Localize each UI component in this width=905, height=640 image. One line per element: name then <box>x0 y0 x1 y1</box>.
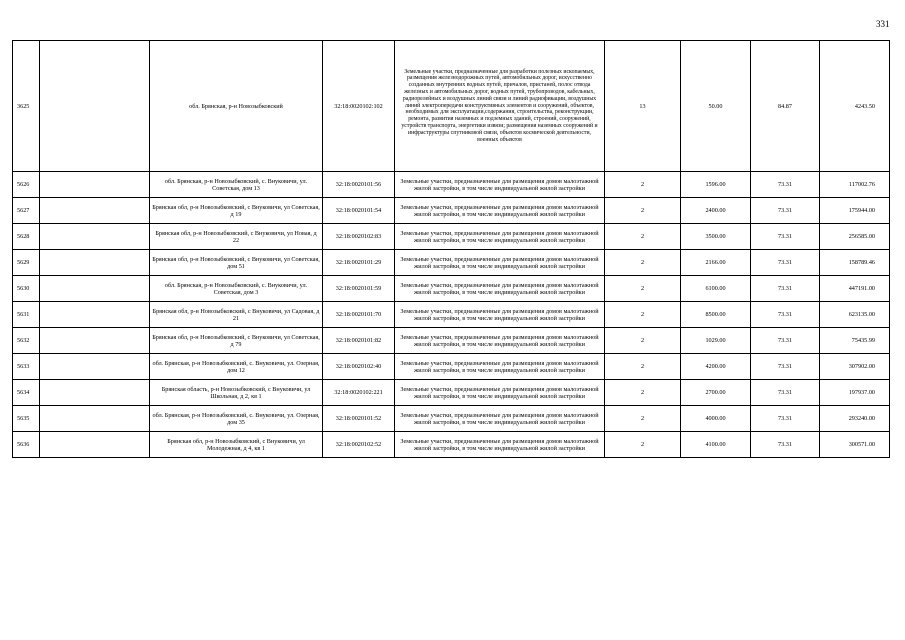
address-cell: Брянская обл, р-н Новозыбковский, с Внуковичи, ул Советская, дом 51 <box>150 250 323 276</box>
group-cell: 13 <box>605 41 681 172</box>
group-cell: 2 <box>605 302 681 328</box>
spacer-cell <box>40 276 150 302</box>
area-cell: 50.00 <box>681 41 751 172</box>
group-cell: 2 <box>605 406 681 432</box>
cadastral-value-table <box>12 40 890 458</box>
value-cell: 256585.00 <box>820 224 890 250</box>
spacer-cell <box>40 250 150 276</box>
spacer-cell <box>40 406 150 432</box>
address-cell: Брянская обл, р-н Новозыбковский, с Внуковичи, ул Новая, д 22 <box>150 224 323 250</box>
rate-cell: 73.31 <box>751 328 820 354</box>
spacer-cell <box>40 302 150 328</box>
value-cell: 197937.00 <box>820 380 890 406</box>
area-cell: 4000.00 <box>681 406 751 432</box>
value-cell: 175944.00 <box>820 198 890 224</box>
value-cell: 623135.00 <box>820 302 890 328</box>
spacer-cell <box>40 432 150 458</box>
address-cell: обл. Брянская, р-н Новозыбковский, с. Внуковичи, ул. Советская, дом 3 <box>150 276 323 302</box>
value-cell: 4243.50 <box>820 41 890 172</box>
address-cell: обл. Брянская, р-н Новозыбковский, с. Внуковичи, ул. Озерная, дом 12 <box>150 354 323 380</box>
rate-cell: 73.31 <box>751 432 820 458</box>
address-cell: обл. Брянская, р-н Новозыбковский <box>150 41 323 172</box>
row-id: 5636 <box>13 432 40 458</box>
cadastral-number-cell: 32:18:0020101:59 <box>323 276 395 302</box>
purpose-cell: Земельные участки, предназначенные для размещения домов малоэтажной жилой застройки, в том числе индивидуальной жилой застройки <box>395 172 605 198</box>
table-row <box>13 328 890 354</box>
rate-cell: 73.31 <box>751 172 820 198</box>
rate-cell: 73.31 <box>751 198 820 224</box>
table-row <box>13 41 890 172</box>
group-cell: 2 <box>605 354 681 380</box>
cadastral-number-cell: 32:18:0020101:82 <box>323 328 395 354</box>
address-cell: Брянская область, р-н Новозыбковский, с Внуковичи, ул Школьная, д 2, кв 1 <box>150 380 323 406</box>
area-cell: 4200.00 <box>681 354 751 380</box>
address-cell: Брянская обл, р-н Новозыбковский, с Внуковичи, ул Молодежная, д 4, кв 1 <box>150 432 323 458</box>
table-row <box>13 172 890 198</box>
purpose-cell: Земельные участки, предназначенные для размещения домов малоэтажной жилой застройки, в том числе индивидуальной жилой застройки <box>395 380 605 406</box>
area-cell: 6100.00 <box>681 276 751 302</box>
spacer-cell <box>40 172 150 198</box>
area-cell: 4100.00 <box>681 432 751 458</box>
spacer-cell <box>40 198 150 224</box>
table-row <box>13 276 890 302</box>
purpose-cell: Земельные участки, предназначенные для размещения домов малоэтажной жилой застройки, в том числе индивидуальной жилой застройки <box>395 302 605 328</box>
purpose-cell: Земельные участки, предназначенные для размещения домов малоэтажной жилой застройки, в том числе индивидуальной жилой застройки <box>395 354 605 380</box>
rate-cell: 73.31 <box>751 302 820 328</box>
row-id: 5635 <box>13 406 40 432</box>
row-id: 5630 <box>13 276 40 302</box>
value-cell: 293240.00 <box>820 406 890 432</box>
cadastral-number-cell: 32:18:0020101:52 <box>323 406 395 432</box>
table-row <box>13 380 890 406</box>
rate-cell: 73.31 <box>751 354 820 380</box>
spacer-cell <box>40 354 150 380</box>
group-cell: 2 <box>605 432 681 458</box>
value-cell: 158789.46 <box>820 250 890 276</box>
row-id: 3625 <box>13 41 40 172</box>
cadastral-number-cell: 32:18:0020101:29 <box>323 250 395 276</box>
rate-cell: 73.31 <box>751 406 820 432</box>
value-cell: 117002.76 <box>820 172 890 198</box>
group-cell: 2 <box>605 198 681 224</box>
rate-cell: 84.87 <box>751 41 820 172</box>
table-row <box>13 250 890 276</box>
group-cell: 2 <box>605 250 681 276</box>
page-number: 331 <box>876 19 890 29</box>
row-id: 5628 <box>13 224 40 250</box>
address-cell: Брянская обл, р-н Новозыбковский, с Внуковичи, ул Советская, д 19 <box>150 198 323 224</box>
address-cell: Брянская обл, р-н Новозыбковский, с Внуковичи, ул Садовая, д 21 <box>150 302 323 328</box>
row-id: 5633 <box>13 354 40 380</box>
cadastral-number-cell: 32:18:0020102:40 <box>323 354 395 380</box>
address-cell: Брянская обл, р-н Новозыбковский, с Внуковичи, ул Советская, д 79 <box>150 328 323 354</box>
row-id: 5631 <box>13 302 40 328</box>
cadastral-number-cell: 32:18:0020101:54 <box>323 198 395 224</box>
cadastral-number-cell: 32:18:0020102:102 <box>323 41 395 172</box>
row-id: 5629 <box>13 250 40 276</box>
purpose-cell: Земельные участки, предназначенные для размещения домов малоэтажной жилой застройки, в том числе индивидуальной жилой застройки <box>395 406 605 432</box>
table-row <box>13 432 890 458</box>
spacer-cell <box>40 224 150 250</box>
purpose-cell: Земельные участки, предназначенные для размещения домов малоэтажной жилой застройки, в том числе индивидуальной жилой застройки <box>395 328 605 354</box>
purpose-cell: Земельные участки, предназначенные для размещения домов малоэтажной жилой застройки, в том числе индивидуальной жилой застройки <box>395 432 605 458</box>
rate-cell: 73.31 <box>751 224 820 250</box>
area-cell: 8500.00 <box>681 302 751 328</box>
purpose-cell: Земельные участки, предназначенные для размещения домов малоэтажной жилой застройки, в том числе индивидуальной жилой застройки <box>395 250 605 276</box>
spacer-cell <box>40 328 150 354</box>
rate-cell: 73.31 <box>751 276 820 302</box>
table-row <box>13 302 890 328</box>
row-id: 5632 <box>13 328 40 354</box>
value-cell: 307902.00 <box>820 354 890 380</box>
group-cell: 2 <box>605 172 681 198</box>
spacer-cell <box>40 41 150 172</box>
purpose-cell: Земельные участки, предназначенные для размещения домов малоэтажной жилой застройки, в том числе индивидуальной жилой застройки <box>395 224 605 250</box>
table-row <box>13 354 890 380</box>
cadastral-number-cell: 32:18:0020101:56 <box>323 172 395 198</box>
row-id: 5634 <box>13 380 40 406</box>
value-cell: 447191.00 <box>820 276 890 302</box>
area-cell: 2400.00 <box>681 198 751 224</box>
group-cell: 2 <box>605 276 681 302</box>
purpose-cell: Земельные участки, предназначенные для размещения домов малоэтажной жилой застройки, в том числе индивидуальной жилой застройки <box>395 198 605 224</box>
address-cell: обл. Брянская, р-н Новозыбковский, с. Внуковичи, ул. Озерная, дом 35 <box>150 406 323 432</box>
row-id: 5626 <box>13 172 40 198</box>
address-cell: обл. Брянская, р-н Новозыбковский, с. Внуковичи, ул. Советская, дом 13 <box>150 172 323 198</box>
cadastral-number-cell: 32:18:0020101:70 <box>323 302 395 328</box>
purpose-cell: Земельные участки, предназначенные для разработки полезных ископаемых, размещения железнодорожных путей, автомобильных дорог, искусственно созданных внутренних водных путей, причалов, пристаней, полос отвода железных и автомобильных дорог, водных путей, трубопроводов, кабельных, радиорелейных и воздушных линий связи и линий радиофикации, воздушных линий электропередачи конструктивных элементов и сооружений, объектов, необходимых для эксплуатации,содержания, строительства, реконструкции, ремонта, развития наземных и подземных зданий, строений, сооружений, устройств транспорта, энергетики извязи; размещения наземных сооружений и инфраструктуры спутниковой связи, объектов космической деятельности, военных объектов <box>395 41 605 172</box>
area-cell: 1029.00 <box>681 328 751 354</box>
purpose-cell: Земельные участки, предназначенные для размещения домов малоэтажной жилой застройки, в том числе индивидуальной жилой застройки <box>395 276 605 302</box>
value-cell: 75435.99 <box>820 328 890 354</box>
cadastral-number-cell: 32:18:0020102:221 <box>323 380 395 406</box>
cadastral-number-cell: 32:18:0020102:83 <box>323 224 395 250</box>
spacer-cell <box>40 380 150 406</box>
table-row <box>13 198 890 224</box>
value-cell: 300571.00 <box>820 432 890 458</box>
area-cell: 2166.00 <box>681 250 751 276</box>
area-cell: 3500.00 <box>681 224 751 250</box>
area-cell: 2700.00 <box>681 380 751 406</box>
rate-cell: 73.31 <box>751 380 820 406</box>
rate-cell: 73.31 <box>751 250 820 276</box>
area-cell: 1596.00 <box>681 172 751 198</box>
cadastral-number-cell: 32:18:0020102:52 <box>323 432 395 458</box>
table-row <box>13 224 890 250</box>
table-row <box>13 406 890 432</box>
group-cell: 2 <box>605 380 681 406</box>
group-cell: 2 <box>605 224 681 250</box>
table-body <box>13 41 890 458</box>
row-id: 5627 <box>13 198 40 224</box>
group-cell: 2 <box>605 328 681 354</box>
